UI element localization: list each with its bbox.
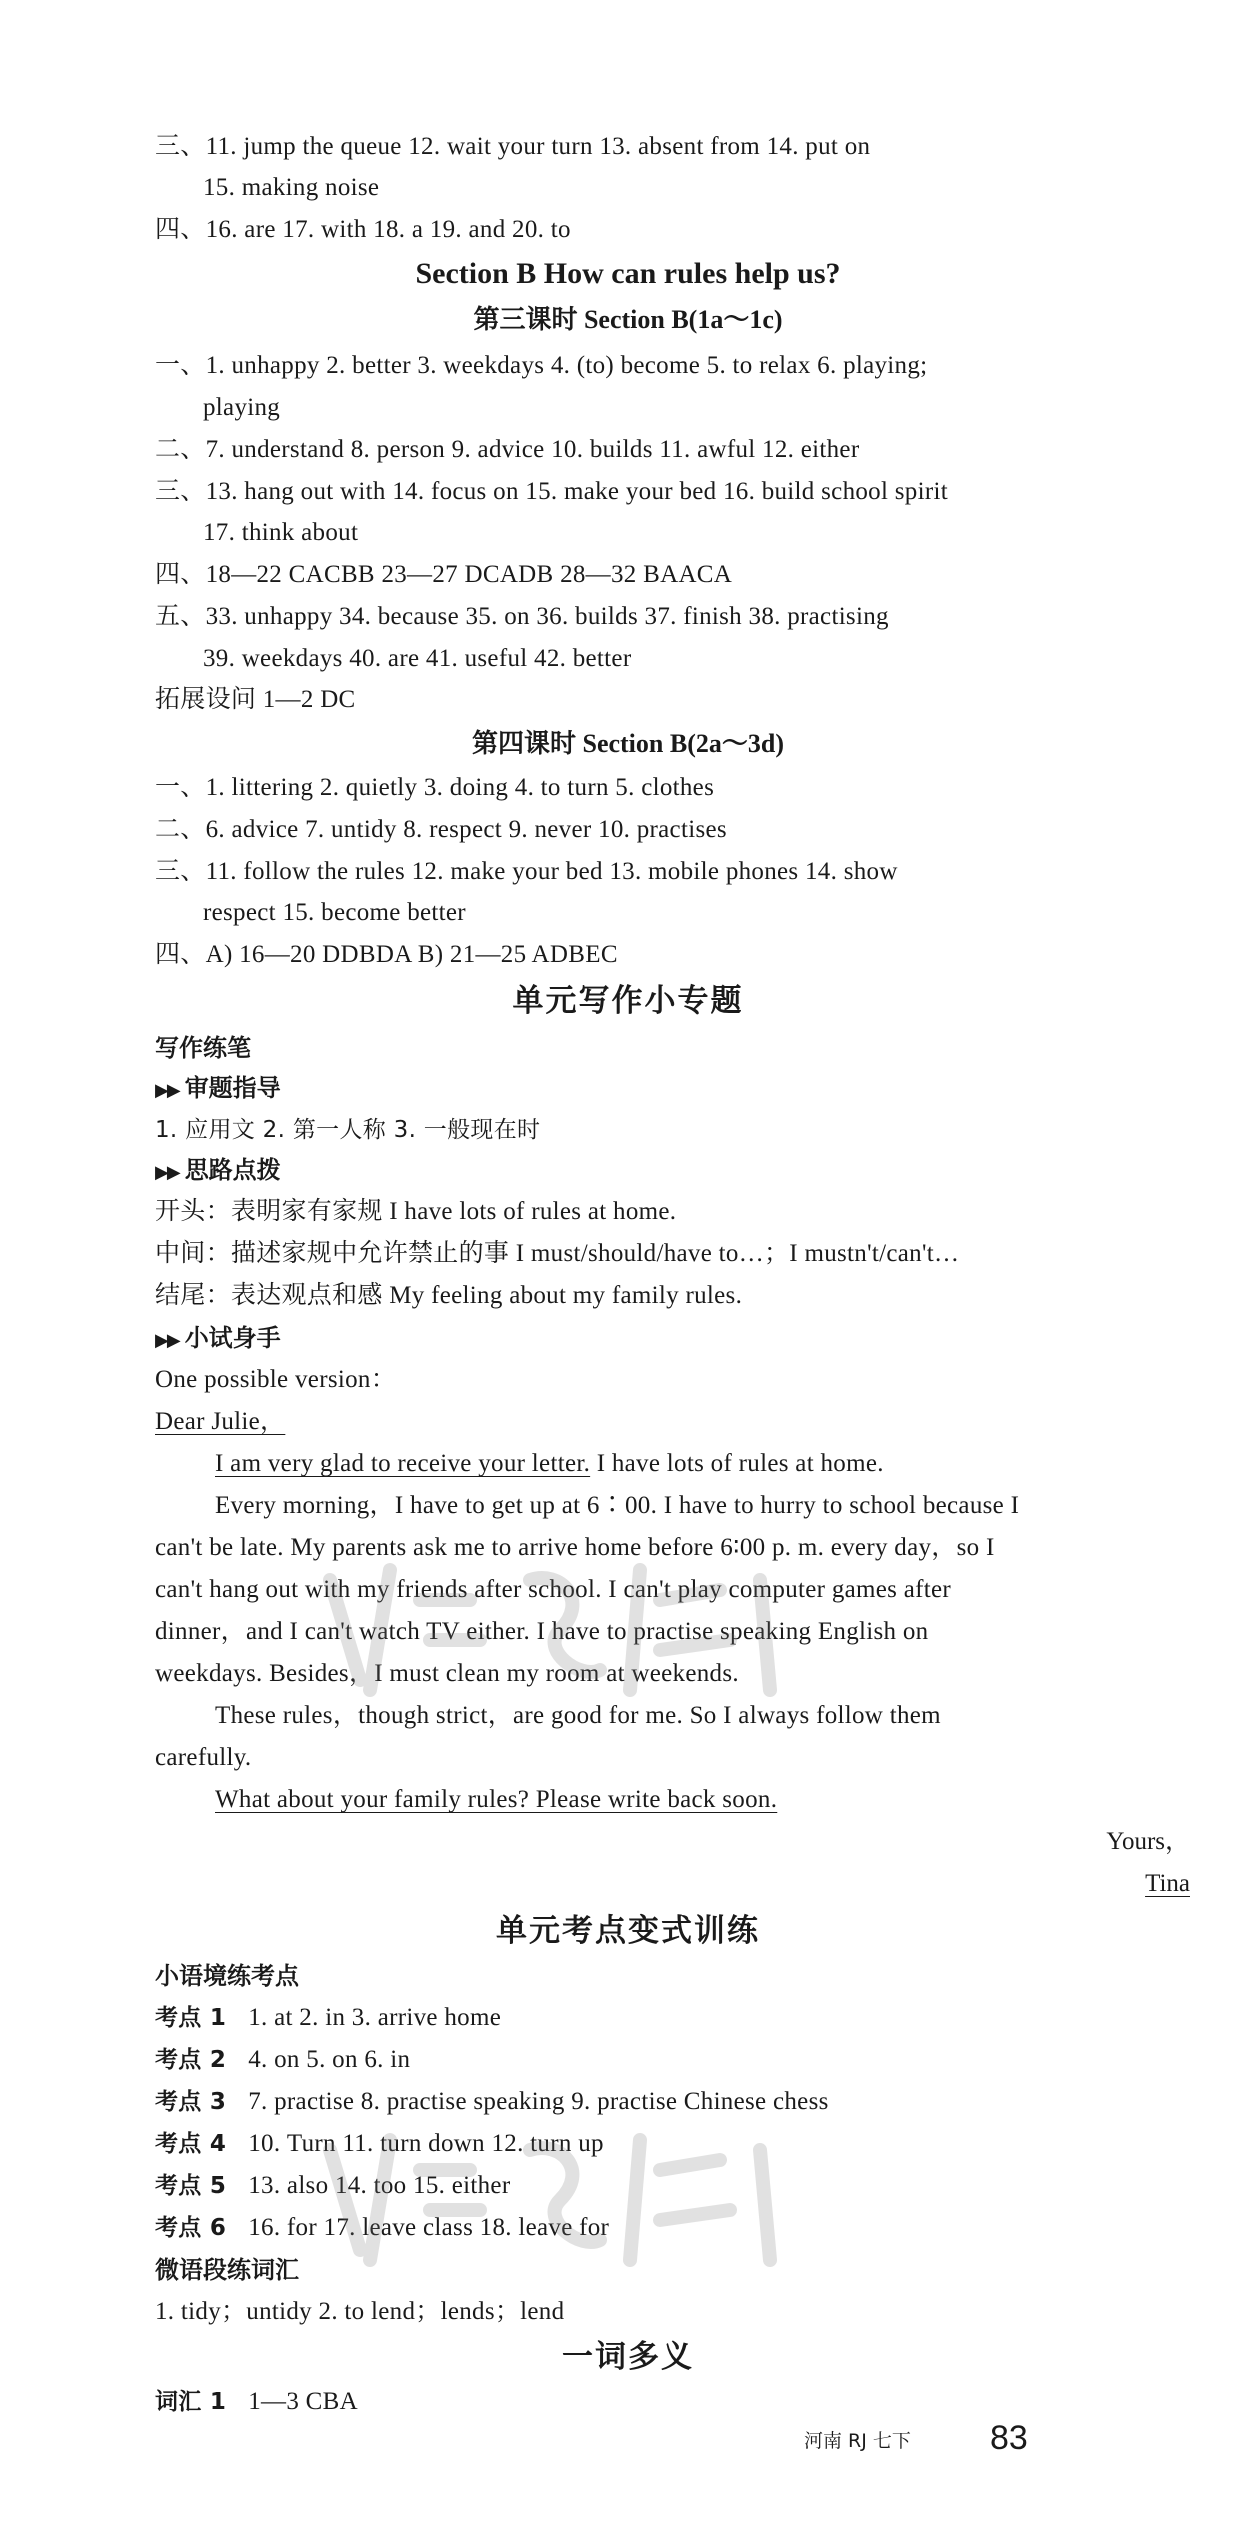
point-text: 4. on 5. on 6. in [248, 2046, 411, 2073]
lesson3-title: 第三课时 Section B(1a～1c) [473, 305, 783, 334]
writing-practice-label: 写作练笔 [155, 1034, 251, 1062]
part3-line-2: 15. making noise [203, 174, 380, 201]
body-line-6: These rules，though strict，are good for me. So I always follow them [215, 1702, 941, 1729]
ideas-line-2: 中间：描述家规中允许禁止的事 I must/should/have to…；I mustn't/can't… [155, 1240, 960, 1267]
lesson3-line-9: 拓展设问 1—2 DC [155, 686, 356, 713]
point-label: 考点 3 [155, 2089, 227, 2115]
opening-rest: I have lots of rules at home. [590, 1450, 884, 1477]
lesson3-line-2: playing [203, 394, 281, 421]
try-heading [155, 1320, 281, 1356]
triangle-bullet-icon: ▶▶ [155, 1162, 179, 1183]
point-row-2 [155, 2040, 1195, 2080]
body-line-3: can't hang out with my friends after school. I can't play computer games after [155, 1576, 952, 1603]
guide-text: 1. 应用文 2. 第一人称 3. 一般现在时 [155, 1117, 541, 1143]
lesson3-line-3: 二、7. understand 8. person 9. advice 10. builds 11. awful 12. either [155, 436, 860, 463]
vocab-line: 1. tidy；untidy 2. to lend；lends；lend [155, 2298, 565, 2325]
closing-line [215, 1780, 1255, 1820]
variation-sub1: 小语境练考点 [155, 1962, 299, 1990]
guide-heading [155, 1070, 281, 1106]
writing-title: 单元写作小专题 [512, 983, 744, 1019]
polysemy-label: 词汇 1 [155, 2389, 227, 2415]
signature: Tina [1145, 1870, 1190, 1897]
closing-sentence: What about your family rules? Please write back soon. [215, 1786, 778, 1813]
page-number: 83 [990, 2419, 1028, 2457]
body-line-4: dinner，and I can't watch TV either. I have to practise speaking English on [155, 1618, 929, 1645]
watermark-mark [300, 1540, 820, 1710]
point-text: 10. Turn 11. turn down 12. turn up [248, 2130, 604, 2157]
try-label: 小试身手 [184, 1324, 281, 1352]
footer-publisher: 河南 RJ 七下 [804, 2430, 911, 2452]
lesson4-line-2: 二、6. advice 7. untidy 8. respect 9. never 10. practises [155, 816, 727, 843]
variation-sub2: 微语段练词汇 [155, 2256, 299, 2284]
point-row-1 [155, 1998, 1195, 2038]
lesson3-line-1: 一、1. unhappy 2. better 3. weekdays 4. (to) become 5. to relax 6. playing; [155, 352, 928, 379]
lesson4-line-3: 三、11. follow the rules 12. make your bed 13. mobile phones 14. show [155, 858, 898, 885]
triangle-bullet-icon: ▶▶ [155, 1330, 179, 1351]
lesson4-line-4: respect 15. become better [203, 899, 466, 926]
salutation-text: Dear Julie， [155, 1408, 286, 1435]
ideas-label: 思路点拨 [184, 1156, 281, 1184]
point-label: 考点 5 [155, 2173, 227, 2199]
ideas-heading [155, 1152, 281, 1188]
polysemy-text: 1—3 CBA [248, 2388, 358, 2415]
watermark-mark [300, 2110, 820, 2280]
point-label: 考点 1 [155, 2005, 227, 2031]
salutation [155, 1402, 1195, 1442]
opening-sentence: I am very glad to receive your letter. [215, 1450, 591, 1477]
ideas-line-1: 开头：表明家有家规 I have lots of rules at home. [155, 1198, 677, 1225]
body-line-5: weekdays. Besides，I must clean my room at weekends. [155, 1660, 739, 1687]
part4-line: 四、16. are 17. with 18. a 19. and 20. to [155, 216, 571, 243]
body-line-1: Every morning，I have to get up at 6∶00. I have to hurry to school because I [215, 1492, 1020, 1519]
point-text: 13. also 14. too 15. either [248, 2172, 511, 2199]
lesson4-line-1: 一、1. littering 2. quietly 3. doing 4. to turn 5. clothes [155, 774, 715, 801]
section-b-title: Section B How can rules help us? [415, 257, 841, 290]
ideas-line-3: 结尾：表达观点和感 My feeling about my family rules. [155, 1282, 743, 1309]
point-text: 7. practise 8. practise speaking 9. practise Chinese chess [248, 2088, 829, 2115]
body-line-7: carefully. [155, 1744, 252, 1771]
part3-line-1: 三、11. jump the queue 12. wait your turn 13. absent from 14. put on [155, 133, 871, 160]
signoff: Yours， [1106, 1828, 1190, 1855]
lesson3-line-4: 三、13. hang out with 14. focus on 15. make your bed 16. build school spirit [155, 478, 948, 505]
lesson4-title: 第四课时 Section B(2a～3d) [471, 729, 784, 758]
body-line-2: can't be late. My parents ask me to arrive home before 6∶00 p. m. every day，so I [155, 1534, 995, 1561]
point-label: 考点 2 [155, 2047, 227, 2073]
version-label: One possible version： [155, 1366, 396, 1393]
polysemy-title: 一词多义 [562, 2339, 694, 2375]
variation-title: 单元考点变式训练 [496, 1913, 760, 1949]
lesson3-line-8: 39. weekdays 40. are 41. useful 42. better [203, 645, 632, 672]
lesson3-line-5: 17. think about [203, 519, 359, 546]
lesson3-line-7: 五、33. unhappy 34. because 35. on 36. builds 37. finish 38. practising [155, 603, 889, 630]
point-text: 1. at 2. in 3. arrive home [248, 2004, 502, 2031]
point-label: 考点 6 [155, 2215, 227, 2241]
point-text: 16. for 17. leave class 18. leave for [248, 2214, 610, 2241]
lesson3-line-6: 四、18—22 CACBB 23—27 DCADB 28—32 BAACA [155, 561, 733, 588]
signature-line [900, 1864, 1190, 1904]
opening-line [215, 1444, 1255, 1484]
lesson4-line-5: 四、A) 16—20 DDBDA B) 21—25 ADBEC [155, 941, 618, 968]
triangle-bullet-icon: ▶▶ [155, 1080, 179, 1101]
point-label: 考点 4 [155, 2131, 227, 2157]
guide-label: 审题指导 [184, 1074, 281, 1102]
polysemy-line [155, 2382, 1195, 2422]
